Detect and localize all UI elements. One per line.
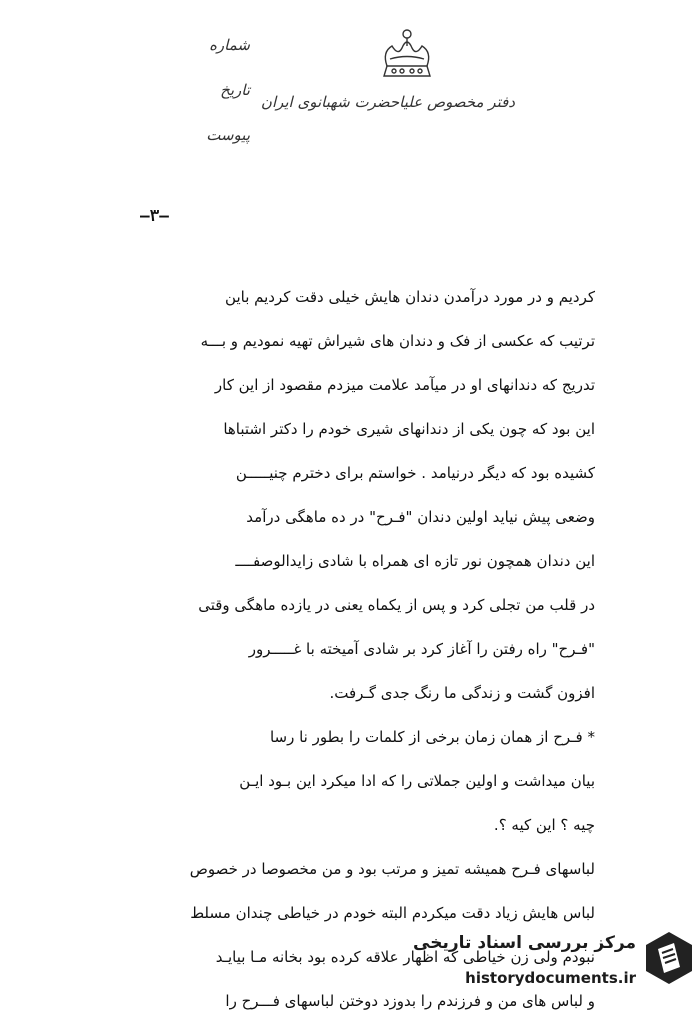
field-attachment-label: پیوست [206, 126, 250, 144]
body-line: ترتیب که عکسی از فک و دندان های شیراش تهیه نمودیم و بـــه [200, 332, 595, 350]
field-date-label: تاریخ [220, 81, 250, 99]
body-line: کشیده بود که دیگر درنیامد . خواستم برای دخترم چنیـــــن [235, 464, 595, 482]
body-line: وضعی پیش نیاید اولین دندان "فـرح" در ده ماهگی درآمد [246, 508, 595, 526]
body-line: تدریج که دندانهای او در میآمد علامت میزدم مقصود از این کار [214, 376, 595, 394]
watermark [408, 925, 698, 997]
body-line: بیان میداشت و اولین جملاتی را که ادا میکرد این بـود ایـن [239, 772, 595, 790]
letterhead-fields [190, 36, 250, 171]
body-line: لباس هایش زیاد دقت میکردم البته خودم در خیاطی چندان مسلط [190, 904, 595, 922]
archive-logo-icon [642, 929, 696, 987]
body-line: "فـرح" راه رفتن را آغاز کرد بر شادی آمیخته با غـــــرور [248, 640, 595, 658]
office-title: دفتر مخصوص علیاحضرت شهبانوی ایران [260, 93, 515, 111]
body-line: چیه ؟ این کیه ؟. [493, 816, 595, 834]
body-line: نبودم ولی زن خیاطی که اظهار علاقه کرده بود بخانه مـا بیایـد [215, 948, 595, 966]
body-line: کردیم و در مورد درآمدن دندان هایش خیلی دقت کردیم باین [225, 288, 595, 306]
letter-body [100, 286, 595, 1034]
page-number: —۳— [140, 206, 169, 225]
crown-emblem-icon [372, 26, 442, 86]
body-line: این بود که چون یکی از دندانهای شیری خودم را دکتر اشتباها [223, 420, 595, 438]
body-line: * فـرح از همان زمان برخی از کلمات را بطور نا رسا [269, 728, 595, 746]
watermark-title: مرکز بررسی اسناد تاریخی [413, 933, 636, 953]
body-line: در قلب من تجلی کرد و پس از یکماه یعنی در یازده ماهگی وقتی [198, 596, 595, 614]
body-line: و لباس های من و فرزندم را بدوزد دوختن لباسهای فـــرح را [225, 992, 595, 1010]
body-line: افزون گشت و زندگی ما رنگ جدی گـرفت. [329, 684, 595, 702]
body-line: این دندان همچون نور تازه ای همراه با شادی زایدالوصفــــ [235, 552, 595, 570]
field-number-label: شماره [209, 36, 250, 54]
body-line: لباسهای فـرح همیشه تمیز و مرتب بود و من مخصوصا در خصوص [189, 860, 595, 878]
watermark-url: historydocuments.ir [465, 969, 636, 987]
